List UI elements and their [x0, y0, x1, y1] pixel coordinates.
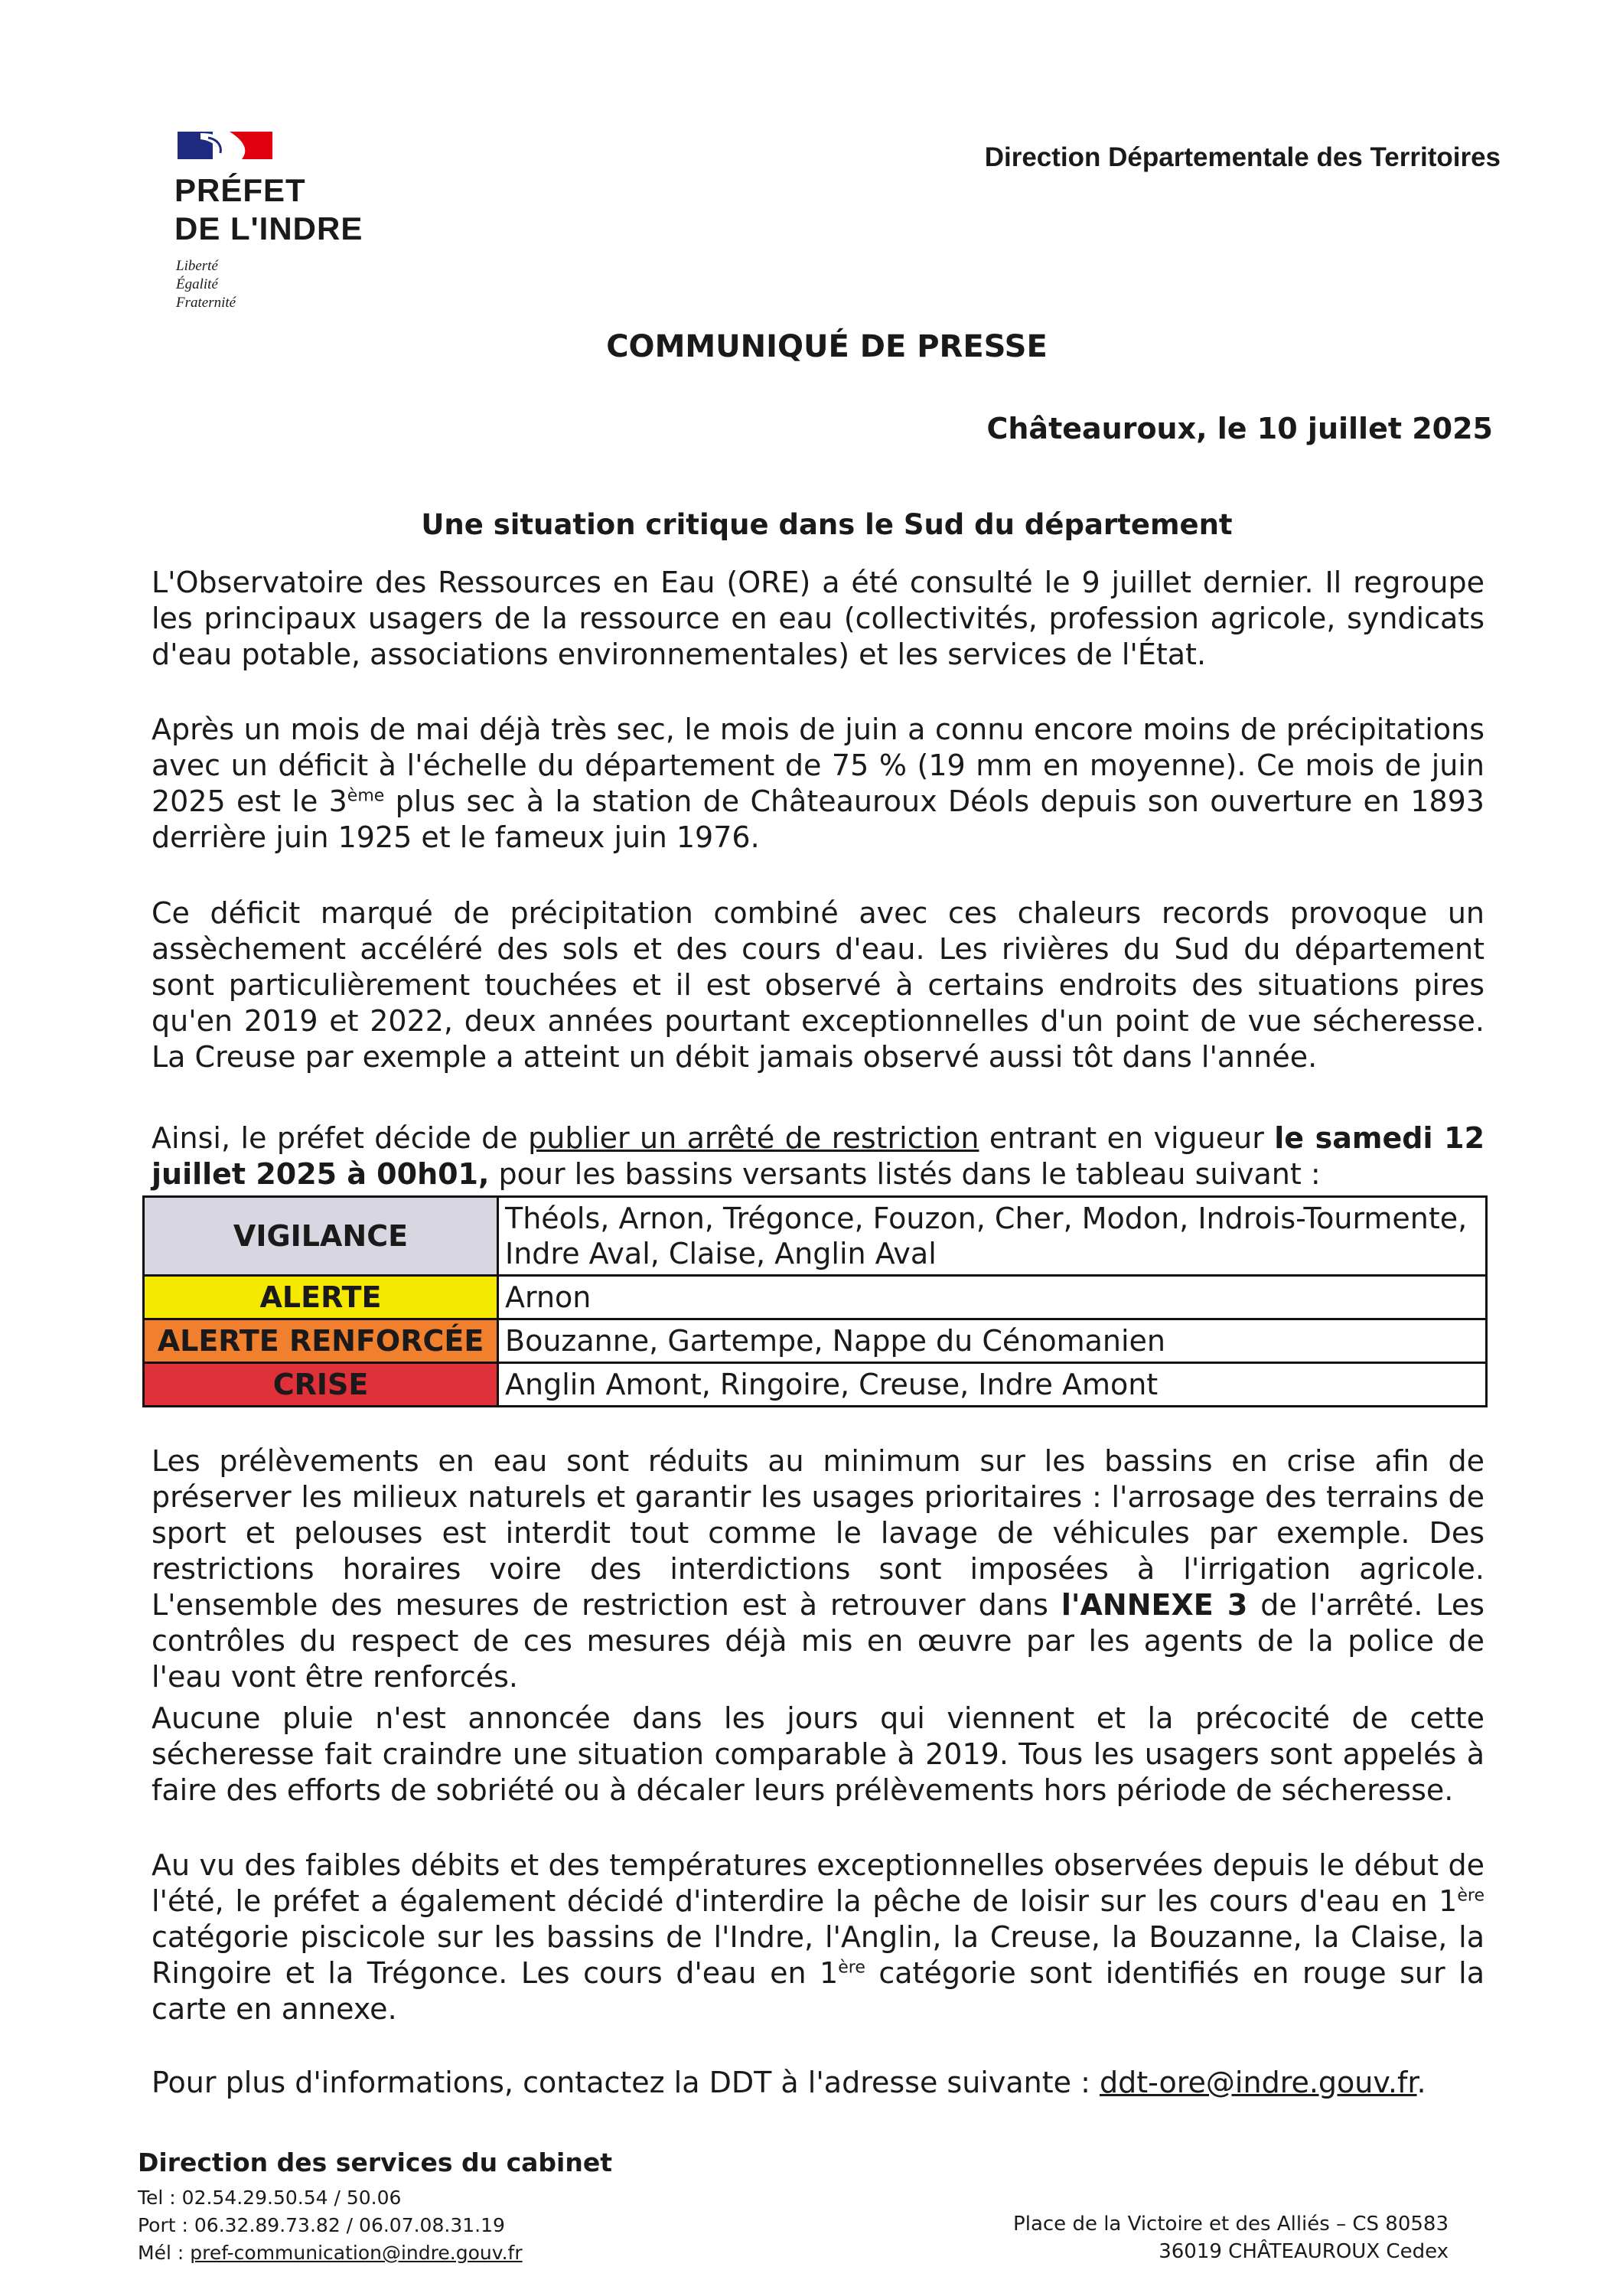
restriction-basins: Bouzanne, Gartempe, Nappe du Cénomanien	[498, 1319, 1487, 1363]
republic-motto	[176, 257, 236, 312]
marianne-logo-icon	[178, 127, 272, 164]
issuing-direction: Direction Départementale des Territoires	[984, 142, 1501, 172]
superscript-ere-2: ère	[838, 1958, 865, 1978]
cabinet-email-link[interactable]: pref-communication@indre.gouv.fr	[190, 2242, 523, 2264]
paragraph-drought-effects: Ce déficit marqué de précipitation combiné avec ces chaleurs records provoque un assèchement accéléré des sols et des cours d'eau. Les rivières du Sud du département sont particulièrement touchées et il est observé à certains endroits des situations pires qu'en 2019 et 2022, deux années pourtant exceptionnelles d'un point de vue sécheresse. La Creuse par exemple a atteint un débit jamais observé aussi tôt dans l'année.	[152, 896, 1484, 1074]
restriction-level: ALERTE	[144, 1276, 498, 1319]
authority-line2: DE L'INDRE	[174, 210, 363, 246]
footer-mel-label: Mél :	[138, 2242, 191, 2264]
paragraph-measures	[152, 1443, 1484, 1695]
restriction-row	[144, 1319, 1487, 1363]
restriction-level: VIGILANCE	[144, 1197, 498, 1276]
document-type-title: COMMUNIQUÉ DE PRESSE	[606, 329, 1048, 364]
superscript-ere-1: ère	[1457, 1886, 1484, 1906]
footer-address-line2: 36019 CHÂTEAUROUX Cedex	[1159, 2240, 1449, 2263]
document-date: Châteauroux, le 10 juillet 2025	[986, 412, 1493, 445]
restriction-basins: Arnon	[498, 1276, 1487, 1319]
footer-address-line1: Place de la Victoire et des Alliés – CS 80583	[1013, 2213, 1449, 2236]
footer-title: Direction des services du cabinet	[138, 2148, 613, 2177]
paragraph-deficit-text-a: Après un mois de mai déjà très sec, le mois de juin a connu encore moins de précipitations avec un déficit à l'échelle du département de 75 % (19 mm en moyenne). Ce mois de juin 2025 est le 3	[152, 713, 1484, 818]
restriction-basins: Théols, Arnon, Trégonce, Fouzon, Cher, Modon, Indrois-Tourmente, Indre Aval, Claise, Anglin Aval	[498, 1197, 1487, 1276]
paragraph-measures-text-a: Les prélèvements en eau sont réduits au minimum sur les bassins en crise afin de préserver les milieux naturels et garantir les usages prioritaires : l'arrosage des terrains de sport et pelouses est interdit tout comme le lavage de véhicules par exemple. Des restrictions horaires voire des interdictions sont imposées à l'irrigation agricole. L'ensemble des mesures de restriction est à retrouver dans	[152, 1444, 1484, 1622]
motto-liberte: Liberté	[176, 258, 218, 274]
paragraph-measures-text-b: de l'arrêté. Les contrôles du respect de ces mesures déjà mis en œuvre par les agents de la police de l'eau vont être renforcés.	[152, 1588, 1485, 1694]
motto-egalite: Égalité	[176, 276, 218, 292]
footer-contacts	[138, 2184, 523, 2267]
paragraph-deficit	[152, 712, 1484, 856]
effective-date: le samedi 12 juillet 2025 à 00h01,	[152, 1121, 1485, 1191]
restriction-table	[142, 1195, 1488, 1407]
restriction-row	[144, 1363, 1487, 1407]
restriction-level: CRISE	[144, 1363, 498, 1407]
paragraph-fishing	[152, 1848, 1484, 2027]
paragraph-contact-text: Pour plus d'informations, contactez la DDT à l'adresse suivante :	[152, 2066, 1100, 2099]
motto-fraternite: Fraternité	[176, 295, 236, 311]
paragraph-fishing-text-b: catégorie piscicole sur les bassins de l'Indre, l'Anglin, la Creuse, la Bouzanne, la Claise, la Ringoire et la Trégonce. Les cours d'eau en 1	[152, 1920, 1484, 1990]
paragraph-outlook: Aucune pluie n'est annoncée dans les jours qui viennent et la précocité de cette sécheresse fait craindre une situation comparable à 2019. Tous les usagers sont appelés à faire des efforts de sobriété ou à décaler leurs prélèvements hors période de sécheresse.	[152, 1701, 1484, 1807]
paragraph-contact-period: .	[1416, 2066, 1426, 2099]
paragraph-deficit-text-b: plus sec à la station de Châteauroux Déols depuis son ouverture en 1893 derrière juin 1925 et le fameux juin 1976.	[152, 784, 1484, 854]
authority-name	[174, 171, 363, 248]
document-subtitle: Une situation critique dans le Sud du département	[421, 508, 1233, 541]
footer-tel: Tel : 02.54.29.50.54 / 50.06	[138, 2187, 402, 2209]
restriction-basins: Anglin Amont, Ringoire, Creuse, Indre Amont	[498, 1363, 1487, 1407]
paragraph-decision	[152, 1120, 1484, 1192]
paragraph-contact	[152, 2065, 1484, 2101]
paragraph-ore: L'Observatoire des Ressources en Eau (ORE) a été consulté le 9 juillet dernier. Il regroupe les principaux usagers de la ressource en eau (collectivités, profession agricole, syndicats d'eau potable, associations environnementales) et les services de l'État.	[152, 566, 1484, 671]
footer-mel	[138, 2239, 523, 2267]
restriction-row	[144, 1276, 1487, 1319]
superscript-eme: ème	[347, 786, 385, 806]
authority-line1: PRÉFET	[174, 172, 306, 208]
paragraph-decision-text-b: entrant en vigueur	[979, 1121, 1275, 1155]
restriction-level: ALERTE RENFORCÉE	[144, 1319, 498, 1363]
arrete-link[interactable]: publier un arrêté de restriction	[528, 1121, 979, 1155]
paragraph-fishing-text-c: catégorie sont identifiés en rouge sur la carte en annexe.	[152, 1956, 1484, 2026]
paragraph-fishing-text-a: Au vu des faibles débits et des températures exceptionnelles observées depuis le début de l'été, le préfet a également décidé d'interdire la pêche de loisir sur les cours d'eau en 1	[152, 1848, 1484, 1918]
paragraph-decision-text-a: Ainsi, le préfet décide de	[152, 1121, 529, 1155]
restriction-row	[144, 1197, 1487, 1276]
footer-port: Port : 06.32.89.73.82 / 06.07.08.31.19	[138, 2214, 505, 2236]
annexe-reference: l'ANNEXE 3	[1061, 1588, 1248, 1622]
footer-address	[1013, 2210, 1449, 2265]
paragraph-decision-text-c: pour les bassins versants listés dans le tableau suivant :	[489, 1157, 1321, 1191]
ddt-email-link[interactable]: ddt-ore@indre.gouv.fr	[1099, 2066, 1417, 2099]
